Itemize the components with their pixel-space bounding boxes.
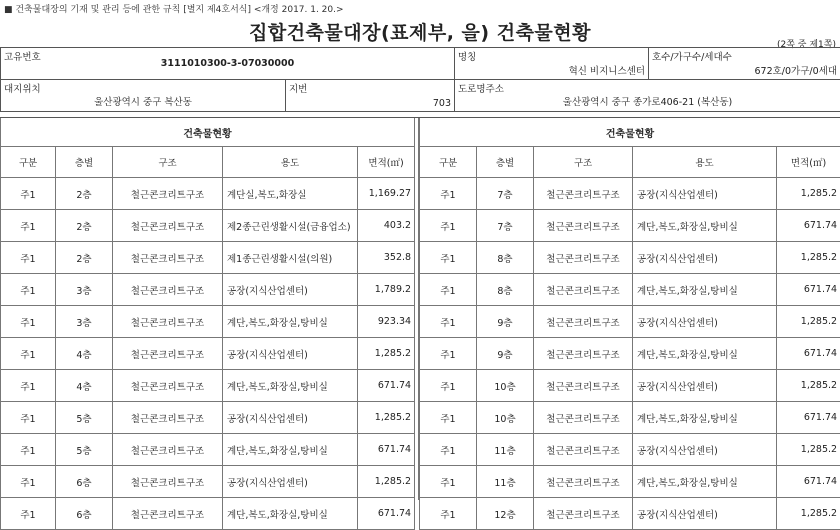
structure-cell: 철근콘크리트구조 (113, 402, 223, 434)
structure-cell: 철근콘크리트구조 (113, 210, 223, 242)
column-header-floor: 층별 (477, 147, 534, 178)
division-cell: 주1 (1, 466, 56, 498)
usage-cell: 제1종근린생활시설(의원) (223, 242, 358, 274)
area-cell: 671.74 (777, 402, 840, 434)
floor-cell: 11층 (477, 434, 534, 466)
site-location-label: 대지위치 (4, 81, 41, 95)
area-cell: 671.74 (358, 370, 415, 402)
section-title-right: 건축물현황 (420, 118, 840, 147)
usage-cell: 계단,복도,화장실,탕비실 (223, 498, 358, 530)
table-row (1, 242, 415, 274)
area-cell: 1,285.2 (777, 498, 840, 530)
area-cell: 403.2 (358, 210, 415, 242)
area-cell: 1,285.2 (777, 434, 840, 466)
table-row (1, 434, 415, 466)
division-cell: 주1 (420, 178, 477, 210)
units-value: 672호/0가구/0세대 (754, 63, 837, 77)
floor-cell: 5층 (56, 434, 113, 466)
area-cell: 671.74 (777, 274, 840, 306)
structure-cell: 철근콘크리트구조 (113, 466, 223, 498)
road-address-value: 울산광역시 중구 종가로406-21 (복산동) (455, 94, 840, 108)
division-cell: 주1 (1, 338, 56, 370)
division-cell: 주1 (1, 434, 56, 466)
floor-cell: 2층 (56, 210, 113, 242)
floor-cell: 7층 (477, 178, 534, 210)
division-cell: 주1 (1, 370, 56, 402)
floor-cell: 2층 (56, 178, 113, 210)
floor-cell: 3층 (56, 306, 113, 338)
column-header-usage: 용도 (633, 147, 777, 178)
division-cell: 주1 (420, 434, 477, 466)
usage-cell: 계단,복도,화장실,탕비실 (633, 402, 777, 434)
column-header-usage: 용도 (223, 147, 358, 178)
column-header-division: 구분 (420, 147, 477, 178)
building-status-table-left (0, 118, 415, 530)
floor-cell: 10층 (477, 402, 534, 434)
division-cell: 주1 (420, 370, 477, 402)
division-cell: 주1 (1, 242, 56, 274)
division-cell: 주1 (1, 402, 56, 434)
area-cell: 1,789.2 (358, 274, 415, 306)
area-cell: 1,285.2 (777, 178, 840, 210)
table-row (420, 402, 840, 434)
table-row (1, 178, 415, 210)
column-header-area: 면적(㎡) (777, 147, 840, 178)
area-cell: 671.74 (358, 434, 415, 466)
division-cell: 주1 (420, 466, 477, 498)
unique-number-cell (1, 48, 455, 80)
structure-cell: 철근콘크리트구조 (534, 402, 633, 434)
structure-cell: 철근콘크리트구조 (534, 370, 633, 402)
table-row (420, 466, 840, 498)
area-cell: 1,285.2 (358, 466, 415, 498)
floor-cell: 8층 (477, 242, 534, 274)
area-cell: 1,285.2 (777, 370, 840, 402)
site-location-cell (1, 80, 286, 112)
table-row (420, 274, 840, 306)
units-cell (649, 48, 840, 80)
building-info-header (0, 47, 840, 112)
usage-cell: 공장(지식산업센터) (633, 178, 777, 210)
building-name-label: 명칭 (458, 49, 476, 63)
column-header-structure: 구조 (113, 147, 223, 178)
column-header-structure: 구조 (534, 147, 633, 178)
usage-cell: 공장(지식산업센터) (633, 370, 777, 402)
table-row (420, 306, 840, 338)
division-cell: 주1 (420, 274, 477, 306)
road-address-cell (455, 80, 840, 112)
area-cell: 1,285.2 (358, 402, 415, 434)
structure-cell: 철근콘크리트구조 (534, 434, 633, 466)
floor-cell: 4층 (56, 370, 113, 402)
table-row (420, 178, 840, 210)
usage-cell: 공장(지식산업센터) (633, 242, 777, 274)
floor-cell: 5층 (56, 402, 113, 434)
structure-cell: 철근콘크리트구조 (534, 210, 633, 242)
table-row (1, 274, 415, 306)
division-cell: 주1 (1, 210, 56, 242)
floor-cell: 9층 (477, 306, 534, 338)
table-row (1, 498, 415, 530)
usage-cell: 계단,복도,화장실,탕비실 (633, 210, 777, 242)
usage-cell: 공장(지식산업센터) (223, 402, 358, 434)
floor-cell: 8층 (477, 274, 534, 306)
usage-cell: 계단,복도,화장실,탕비실 (633, 338, 777, 370)
division-cell: 주1 (1, 178, 56, 210)
column-header-area: 면적(㎡) (358, 147, 415, 178)
area-cell: 352.8 (358, 242, 415, 274)
unique-number-value: 3111010300-3-07030000 (1, 58, 454, 69)
table-row (420, 338, 840, 370)
table-row (420, 434, 840, 466)
structure-cell: 철근콘크리트구조 (113, 370, 223, 402)
usage-cell: 계단,복도,화장실,탕비실 (633, 274, 777, 306)
floor-cell: 12층 (477, 498, 534, 530)
area-cell: 671.74 (777, 210, 840, 242)
usage-cell: 공장(지식산업센터) (633, 306, 777, 338)
building-name-value: 혁신 비지니스센터 (569, 63, 645, 77)
floor-cell: 9층 (477, 338, 534, 370)
floor-cell: 2층 (56, 242, 113, 274)
page-title: 집합건축물대장(표제부, 을) 건축물현황 (0, 18, 840, 45)
division-cell: 주1 (420, 306, 477, 338)
table-row (1, 306, 415, 338)
column-header-division: 구분 (1, 147, 56, 178)
division-cell: 주1 (1, 274, 56, 306)
structure-cell: 철근콘크리트구조 (113, 498, 223, 530)
structure-cell: 철근콘크리트구조 (113, 178, 223, 210)
lot-number-value: 703 (433, 98, 451, 109)
usage-cell: 계단,복도,화장실,탕비실 (223, 434, 358, 466)
lot-number-label: 지번 (289, 81, 307, 95)
structure-cell: 철근콘크리트구조 (534, 338, 633, 370)
area-cell: 671.74 (777, 466, 840, 498)
table-row (1, 466, 415, 498)
area-cell: 1,285.2 (358, 338, 415, 370)
floor-cell: 6층 (56, 466, 113, 498)
division-cell: 주1 (1, 498, 56, 530)
page-number-note: (2쪽 중 제1쪽) (777, 37, 836, 50)
area-cell: 671.74 (777, 338, 840, 370)
road-address-label: 도로명주소 (458, 81, 504, 95)
usage-cell: 공장(지식산업센터) (223, 338, 358, 370)
table-row (1, 338, 415, 370)
usage-cell: 공장(지식산업센터) (223, 466, 358, 498)
usage-cell: 제2종근린생활시설(금융업소) (223, 210, 358, 242)
usage-cell: 공장(지식산업센터) (633, 434, 777, 466)
area-cell: 923.34 (358, 306, 415, 338)
division-cell: 주1 (420, 210, 477, 242)
section-title-left: 건축물현황 (1, 118, 415, 147)
lot-number-cell (286, 80, 455, 112)
floor-cell: 7층 (477, 210, 534, 242)
area-cell: 1,285.2 (777, 306, 840, 338)
site-location-value: 울산광역시 중구 복산동 (1, 94, 285, 108)
structure-cell: 철근콘크리트구조 (534, 274, 633, 306)
usage-cell: 계단,복도,화장실,탕비실 (223, 306, 358, 338)
column-header-floor: 층별 (56, 147, 113, 178)
floor-cell: 3층 (56, 274, 113, 306)
usage-cell: 계단,복도,화장실,탕비실 (633, 466, 777, 498)
structure-cell: 철근콘크리트구조 (113, 306, 223, 338)
table-row (420, 242, 840, 274)
structure-cell: 철근콘크리트구조 (113, 434, 223, 466)
units-label: 호수/가구수/세대수 (652, 49, 732, 63)
column-header-row-left (1, 147, 415, 178)
building-name-cell (455, 48, 649, 80)
table-row (420, 370, 840, 402)
floor-cell: 10층 (477, 370, 534, 402)
structure-cell: 철근콘크리트구조 (113, 274, 223, 306)
usage-cell: 계단실,복도,화장실 (223, 178, 358, 210)
table-row (1, 370, 415, 402)
structure-cell: 철근콘크리트구조 (534, 466, 633, 498)
usage-cell: 공장(지식산업센터) (633, 498, 777, 530)
unique-number-label: 고유번호 (4, 49, 41, 63)
table-row (1, 402, 415, 434)
structure-cell: 철근콘크리트구조 (113, 242, 223, 274)
division-cell: 주1 (1, 306, 56, 338)
form-regulation-note: ■ 건축물대장의 기재 및 관리 등에 관한 규칙 [별지 제4호서식] <개정 2017. 1. 20.> (4, 2, 344, 15)
table-row (420, 210, 840, 242)
building-status-section (0, 117, 840, 500)
floor-cell: 4층 (56, 338, 113, 370)
division-cell: 주1 (420, 402, 477, 434)
structure-cell: 철근콘크리트구조 (534, 242, 633, 274)
table-row (420, 498, 840, 530)
area-cell: 671.74 (358, 498, 415, 530)
structure-cell: 철근콘크리트구조 (534, 178, 633, 210)
division-cell: 주1 (420, 242, 477, 274)
structure-cell: 철근콘크리트구조 (534, 306, 633, 338)
building-status-table-right (419, 118, 840, 530)
usage-cell: 계단,복도,화장실,탕비실 (223, 370, 358, 402)
area-cell: 1,169.27 (358, 178, 415, 210)
division-cell: 주1 (420, 498, 477, 530)
structure-cell: 철근콘크리트구조 (534, 498, 633, 530)
table-row (1, 210, 415, 242)
usage-cell: 공장(지식산업센터) (223, 274, 358, 306)
area-cell: 1,285.2 (777, 242, 840, 274)
floor-cell: 11층 (477, 466, 534, 498)
division-cell: 주1 (420, 338, 477, 370)
structure-cell: 철근콘크리트구조 (113, 338, 223, 370)
column-header-row-right (420, 147, 840, 178)
floor-cell: 6층 (56, 498, 113, 530)
